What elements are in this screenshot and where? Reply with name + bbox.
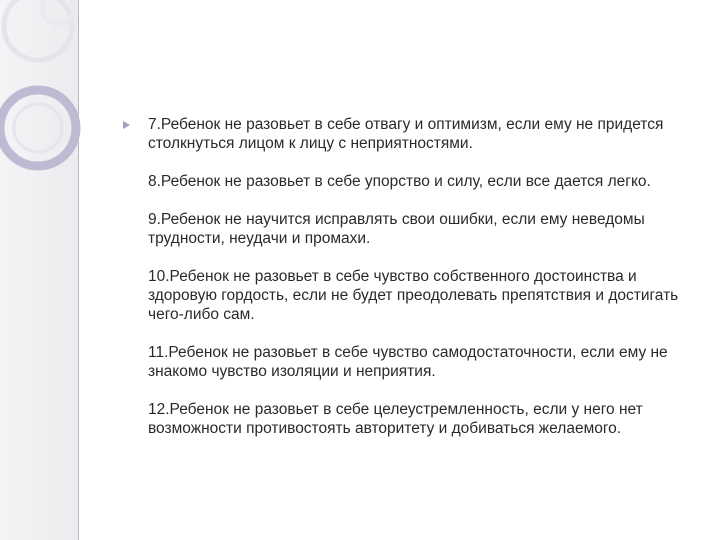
decor-ring-large: [0, 90, 76, 166]
paragraph-7: 7.Ребенок не разовьет в себе отвагу и оптимизм, если ему не придется столкнуться лицом к лицу с неприятностями.: [148, 116, 664, 152]
decor-ring-top-left: [4, 0, 72, 60]
decor-ring-inner: [14, 104, 62, 152]
paragraph-8: 8.Ребенок не разовьет в себе упорство и силу, если все дается легко.: [148, 173, 651, 190]
decorative-circles: [0, 0, 130, 240]
paragraph-12: 12.Ребенок не разовьет в себе целеустремленность, если у него нет возможности противостоять авторитету и добиваться желаемого.: [148, 401, 643, 437]
bullet-icon: [123, 121, 130, 129]
paragraph-9: 9.Ребенок не научится исправлять свои ошибки, если ему неведомы трудности, неудачи и промахи.: [148, 211, 645, 247]
paragraph-11: 11.Ребенок не разовьет в себе чувство самодостаточности, если ему не знакомо чувство изоляции и неприятия.: [148, 344, 668, 380]
paragraph-10: 10.Ребенок не разовьет в себе чувство собственного достоинства и здоровую гордость, если не будет преодолевать препятствия и достигать чего-либо сам.: [148, 268, 679, 323]
content-text: [148, 115, 700, 457]
